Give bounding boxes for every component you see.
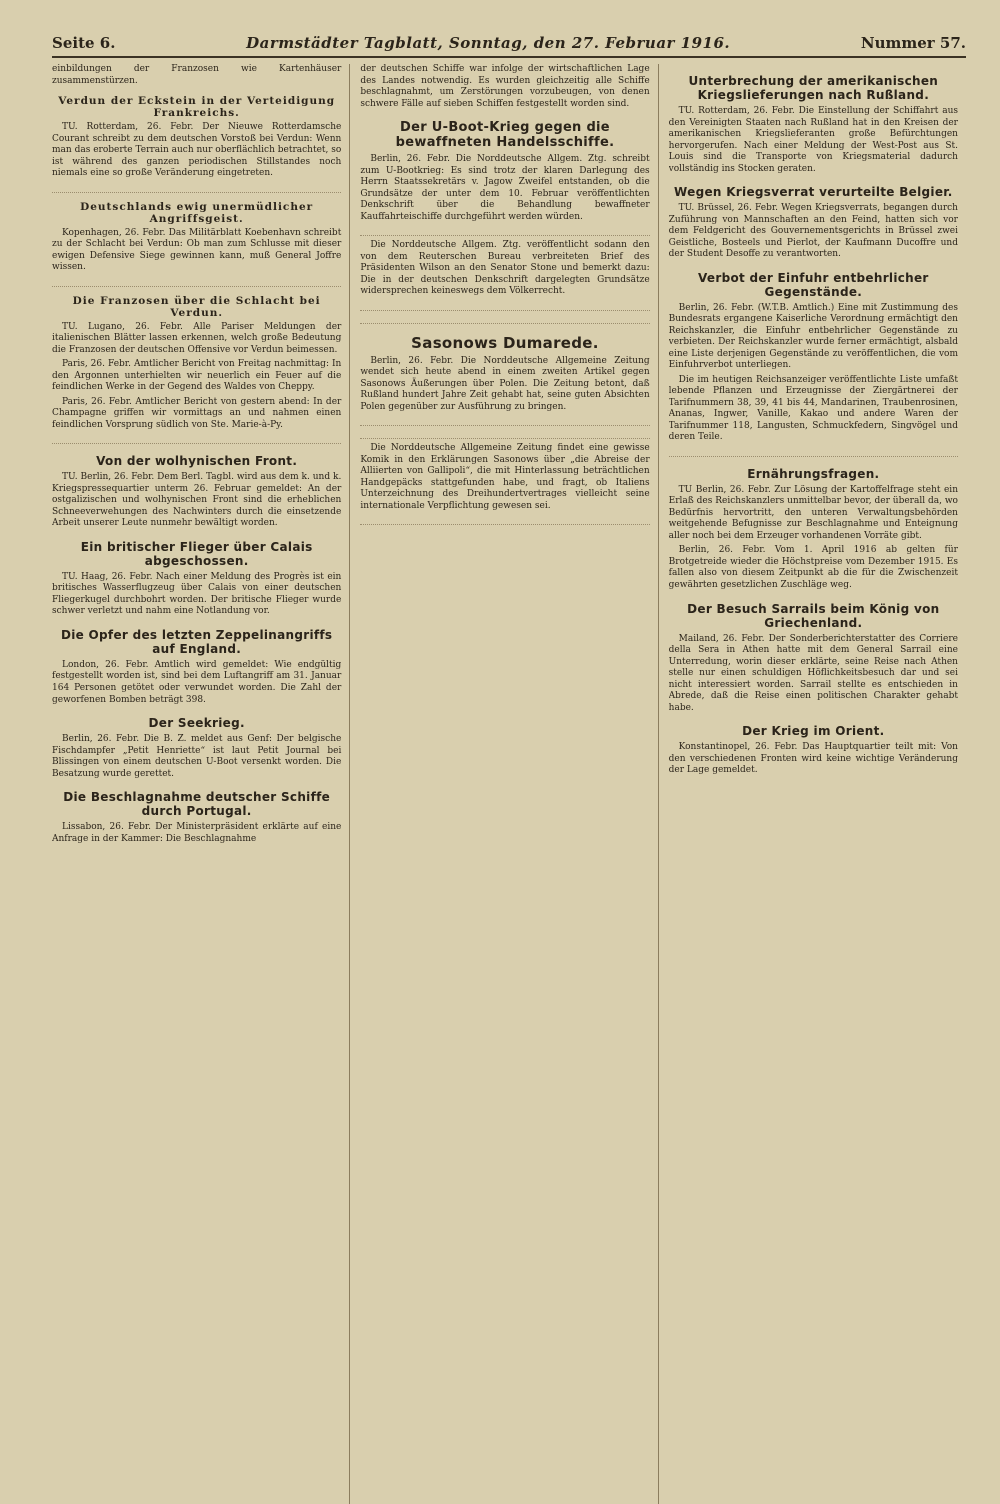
article-text: TU. Rotterdam, 26. Febr. Der Nieuwe Rotterdamsche Courant schreibt zu dem deutschen Vorstoß bei Verdun: Wenn man das eroberte Terrain auch nur oberflächlich betrachtet, so ist während des ganzen periodischen Stillstandes noch niemals eine so große Veränderung eingetreten. <box>52 122 342 179</box>
section-heading: Unterbrechung der amerikanischen Kriegslieferungen nach Rußland. <box>688 74 939 102</box>
article-text: Berlin, 26. Febr. Die Norddeutsche Allgem. Ztg. schreibt zum U-Bootkrieg: Es sind trotz der klaren Darlegung des Herrn Staatssekretärs v. Jagow Zweifel entstanden, ob die Grundsätze der unter dem 10. Februar veröffentlichten Denkschrift über die Behandlung bewaffneter Kauffahrteischiffe durchgeführt werden würden. <box>360 154 650 222</box>
column-1 <box>52 64 350 1504</box>
article-text: Lissabon, 26. Febr. Der Ministerpräsident erklärte auf eine Anfrage in der Kammer: Die Beschlagnahme <box>52 822 342 844</box>
article-text: TU. Berlin, 26. Febr. Dem Berl. Tagbl. wird aus dem k. und k. Kriegspressequartier unterm 26. Februar gemeldet: An der ostgalizischen und wolhynischen Front sind die erheblichen Schneeverwehungen des Nachwinters durch die einsetzende Arbeit unserer Leute nunmehr bewältigt worden. <box>52 472 342 529</box>
article-text: Paris, 26. Febr. Amtlicher Bericht von gestern abend: In der Champagne griffen wir vormittags an und nahmen einen feindlichen Vorsprung südlich von Ste. Marie-à-Py. <box>52 396 342 430</box>
columns <box>52 64 966 1504</box>
article-text: TU. Rotterdam, 26. Febr. Die Einstellung der Schiffahrt aus den Vereinigten Staaten nach Rußland hat in den Kreisen der amerikanischen Kriegslieferanten große Befürchtungen hervorgerufen. Nach einer Meldung der West-Post aus St. Louis sind die Transporte von Kriegsmaterial dadurch vollständig ins Stocken geraten. <box>668 106 958 174</box>
section-heading: Wegen Kriegsverrat verurteilte Belgier. <box>674 185 953 200</box>
section-heading: Der Krieg im Orient. <box>742 724 885 739</box>
article-text: Die im heutigen Reichsanzeiger veröffentlichte Liste umfaßt lebende Pflanzen und Erzeugnisse der Ziergärtnerei der Tarifnummern 38, 39, 41 bis 44, Mandarinen, Traubenrosinen, Ananas, Ingwer, Vanille, Kakao und andere Waren der Tarifnummer 118, Langusten, Schmuckfedern, Singvögel und deren Teile. <box>668 374 958 443</box>
article-text: TU. Brüssel, 26. Febr. Wegen Kriegsverrats, begangen durch Zuführung von Mannschaften an den Feind, hatten sich vor dem Feldgericht des Gouvernementsgerichts in Brüssel zwei Geistliche, Bosteels und Pierlot, der Kaufmann Ducoffre und der Student Desoffe zu verantworten. <box>668 203 958 260</box>
text-placeholder <box>669 448 958 457</box>
article-text: Berlin, 26. Febr. Vom 1. April 1916 ab gelten für Brotgetreide wieder die Höchstpreise vom Dezember 1915. Es fallen also von diesem Zeitpunkt ab die für die Zwischenzeit gewährten gesetzlichen Zuschläge weg. <box>668 545 958 590</box>
section-heading: Der U-Boot-Krieg gegen die bewaffneten Handelsschiffe. <box>395 120 615 151</box>
text-placeholder <box>360 516 649 525</box>
article-text: TU. Lugano, 26. Febr. Alle Pariser Meldungen der italienischen Blätter lassen erkennen, welch große Bedeutung die Franzosen der deutschen Offensive vor Verdun beimessen. <box>52 321 342 355</box>
text-placeholder <box>52 184 341 193</box>
article-text: TU. Haag, 26. Febr. Nach einer Meldung des Progrès ist ein britisches Wasserflugzeug über Calais von einer deutschen Fliegerkugel durchbohrt worden. Der britische Flieger wurde schwer verletzt und nahm eine Notlandung vor. <box>52 571 342 617</box>
section-heading: Von der wolhynischen Front. <box>96 454 298 469</box>
masthead: Darmstädter Tagblatt, Sonntag, den 27. Februar 1916. <box>246 34 731 52</box>
issue-number: Nummer 57. <box>860 34 966 52</box>
text-placeholder <box>360 417 649 426</box>
intro-text: der deutschen Schiffe war infolge der wirtschaftlichen Lage des Landes notwendig. Es wurden gleichzeitig alle Schiffe beschlagnahmt, um Zerstörungen vorzubeugen, von denen schwere Fälle auf sieben Schiffen festgestellt worden sind. <box>360 64 650 109</box>
section-heading: Verbot der Einfuhr entbehrlicher Gegenstände. <box>697 270 929 299</box>
article-text: Berlin, 26. Febr. Die Norddeutsche Allgemeine Zeitung wendet sich heute abend in einem zweiten Artikel gegen Sasonows Äußerungen über Polen. Die Zeitung betont, daß Rußland hundert Jahre Zeit gehabt hat, seine guten Absichten Polen gegenüber zur Ausführung zu bringen. <box>360 355 650 412</box>
text-placeholder <box>360 430 649 439</box>
article-text: London, 26. Febr. Amtlich wird gemeldet: Wie endgültig festgestellt worden ist, sind bei dem Luftangriff am 31. Januar 164 Personen getötet oder verwundet worden. Die Zahl der geworfenen Bomben beträgt 398. <box>52 659 342 705</box>
section-heading: Sasonows Dumarede. <box>411 333 599 352</box>
text-placeholder <box>360 302 649 311</box>
page-header <box>52 34 966 58</box>
article-text: Paris, 26. Febr. Amtlicher Bericht von Freitag nachmittag: In den Argonnen unterhielten wir neuerlich ein Feuer auf die feindlichen Werke in der Gegend des Waldes von Cheppy. <box>52 359 342 393</box>
article-text: Mailand, 26. Febr. Der Sonderberichterstatter des Corriere della Sera in Athen hatte mit dem General Sarrail eine Unterredung, worin dieser erklärte, seine Reise nach Athen stelle nur einen schuldigen Höflichkeitsbesuch dar und sei nicht interessiert worden. Sarrail stellte es entschieden in Abrede, daß die Reise einen politischen Charakter gehabt habe. <box>668 633 958 713</box>
section-heading: Ein britischer Flieger über Calais abgeschossen. <box>80 539 313 568</box>
page-number: Seite 6. <box>52 34 116 52</box>
section-heading: Die Opfer des letzten Zeppelinangriffs auf England. <box>60 627 333 656</box>
section-heading: Die Beschlagnahme deutscher Schiffe durch Portugal. <box>63 790 331 819</box>
text-placeholder <box>52 435 341 444</box>
article-text: Die Norddeutsche Allgem. Ztg. veröffentlicht sodann den von dem Reuterschen Bureau verbreiteten Brief des Präsidenten Wilson an den Senator Stone und bemerkt dazu: Die in der deutschen Denkschrift dargelegten Grundsätze widersprechen keineswegs dem Völkerrecht. <box>360 240 650 297</box>
section-heading: Der Seekrieg. <box>148 716 245 731</box>
article-text: Die Norddeutsche Allgemeine Zeitung findet eine gewisse Komik in den Erklärungen Sasonows über „die Abreise der Alliierten von Gallipoli“, die mit Hinterlassung beträchtlichen Handgepäcks stattgefunden habe, und fragt, ob Italiens Unterzeichnung des Dreihundertvertrages vielleicht seine internationale Verpflichtung gewesen sei. <box>360 443 650 511</box>
article-text: Berlin, 26. Febr. Die B. Z. meldet aus Genf: Der belgische Fischdampfer „Petit Henriette“ ist laut Petit Journal bei Blissingen von einem deutschen U-Boot versenkt worden. Die Besatzung wurde gerettet. <box>52 734 342 779</box>
intro-text: einbildungen der Franzosen wie Kartenhäuser zusammenstürzen. <box>52 64 342 86</box>
article-text: Konstantinopel, 26. Febr. Das Hauptquartier teilt mit: Von den verschiedenen Fronten wird keine wichtige Veränderung der Lage gemeldet. <box>668 742 958 776</box>
article-text: Kopenhagen, 26. Febr. Das Militärblatt Koebenhavn schreibt zu der Schlacht bei Verdun: Ob man zum Schlusse mit dieser ewigen Defensive Siege gewinnen kann, muß General Joffre wissen. <box>52 227 342 273</box>
text-placeholder <box>360 227 649 236</box>
section-heading: Ernährungsfragen. <box>747 466 880 481</box>
article-text: Berlin, 26. Febr. (W.T.B. Amtlich.) Eine mit Zustimmung des Bundesrats ergangene Kaiserliche Verordnung ermächtigt den Reichskanzler, die Einfuhr entbehrlicher Gegenstände zu verbieten. Der Reichskanzler wurde ferner ermächtigt, alsbald eine Liste derjenigen Gegenstände zu veröffentlichen, die vom Einfuhrverbot unterliegen. <box>668 302 958 371</box>
section-heading: Deutschlands ewig unermüdlicher Angriffsgeist. <box>80 200 314 225</box>
column-3 <box>669 64 966 1504</box>
section-heading: Die Franzosen über die Schlacht bei Verdun. <box>72 294 321 319</box>
text-placeholder <box>52 278 341 287</box>
section-heading: Verdun der Eckstein in der Verteidigung Frankreichs. <box>58 95 336 120</box>
section-heading: Der Besuch Sarrails beim König von Griechenland. <box>687 601 940 630</box>
article-text: TU Berlin, 26. Febr. Zur Lösung der Kartoffelfrage steht ein Erlaß des Reichskanzlers unmittelbar bevor, der überall da, wo Bedürfnis hervortritt, den unteren Verwaltungsbehörden weitgehende Befugnisse zur Beschlagnahme und Enteignung aller noch bei dem Erzeuger vorhandenen Vorräte gibt. <box>668 484 958 541</box>
text-placeholder <box>360 315 649 324</box>
column-2 <box>360 64 658 1504</box>
